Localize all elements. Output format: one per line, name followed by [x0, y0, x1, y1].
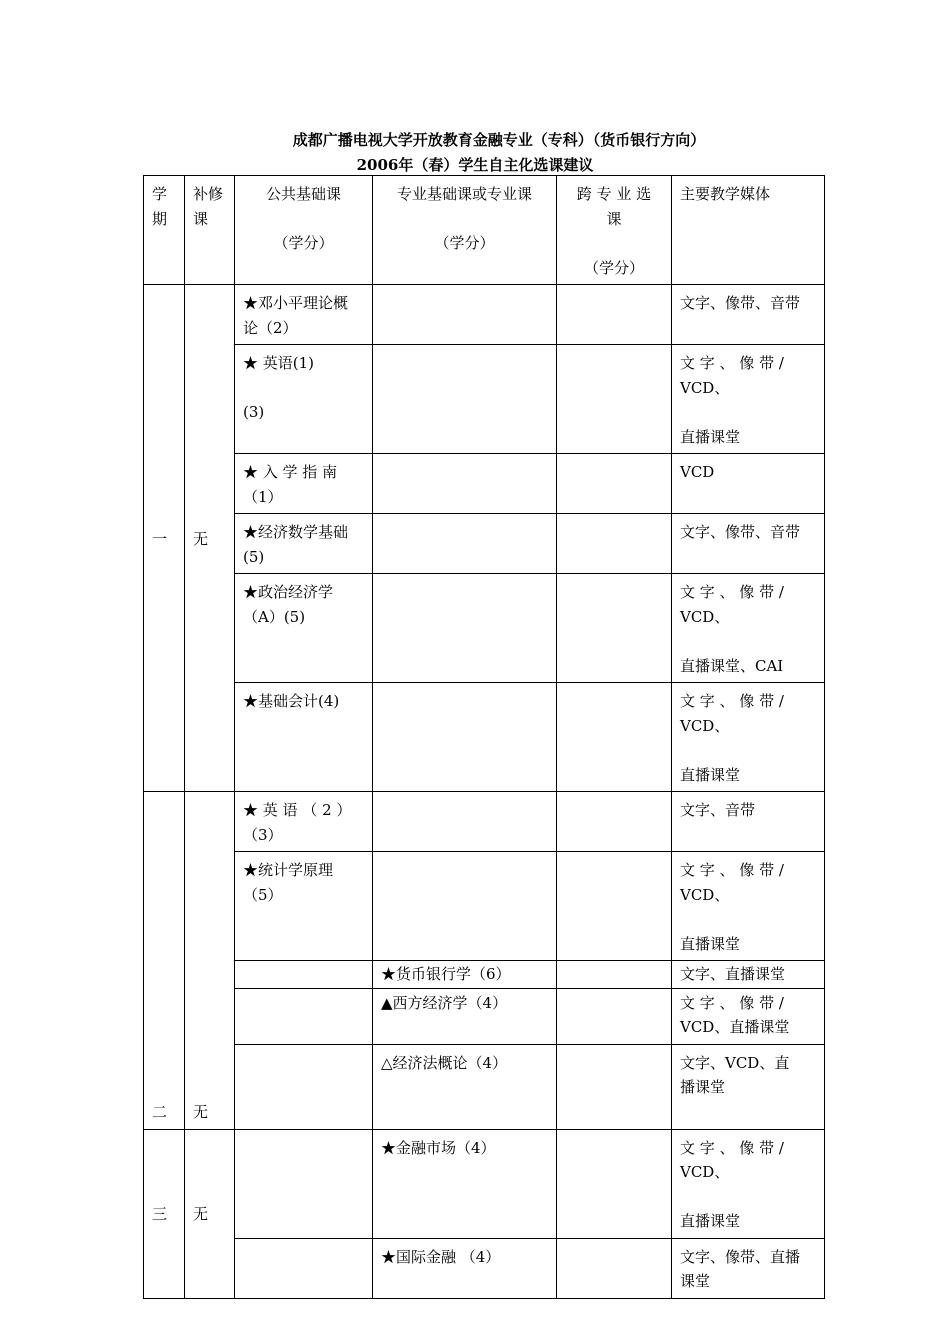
- table-row: [144, 988, 825, 1044]
- table-row: [144, 574, 825, 683]
- cross-course-cell: [557, 852, 672, 961]
- public-course-cell: ★政治经济学 （A）(5): [235, 574, 373, 683]
- table-row: [144, 683, 825, 792]
- major-course-cell: △经济法概论（4）: [373, 1044, 557, 1129]
- cross-course-cell: [557, 683, 672, 792]
- cross-course-cell: [557, 792, 672, 852]
- table-row: [144, 1129, 825, 1238]
- media-cell: 文 字 、 像 带 / VCD、 直播课堂: [672, 345, 825, 454]
- major-course-cell: [373, 574, 557, 683]
- media-cell: 文 字 、 像 带 / VCD、直播课堂: [672, 988, 825, 1044]
- public-course-cell: ★ 英语(1) (3): [235, 345, 373, 454]
- cross-course-cell: [557, 454, 672, 514]
- cross-course-cell: [557, 514, 672, 574]
- course-table: [143, 175, 825, 1299]
- public-course-cell: ★邓小平理论概 论（2）: [235, 285, 373, 345]
- major-course-cell: ★金融市场（4）: [373, 1129, 557, 1238]
- table-row: [144, 792, 825, 852]
- major-course-cell: [373, 683, 557, 792]
- media-cell: 文字、像带、音带: [672, 514, 825, 574]
- header-cross: 跨 专 业 选 课 （学分）: [557, 176, 672, 285]
- public-course-cell: ★经济数学基础 (5): [235, 514, 373, 574]
- term-cell: 二: [144, 792, 185, 1130]
- header-remedial: 补修 课: [185, 176, 235, 285]
- header-major: 专业基础课或专业课 （学分）: [373, 176, 557, 285]
- media-cell: 文字、像带、音带: [672, 285, 825, 345]
- document-title: 成都广播电视大学开放教育金融专业（专科）（货币银行方向）: [292, 131, 706, 149]
- table-row: [144, 285, 825, 345]
- public-course-cell: ★ 英 语 （ 2 ） （3）: [235, 792, 373, 852]
- cross-course-cell: [557, 1238, 672, 1298]
- major-course-cell: ★国际金融 （4）: [373, 1238, 557, 1298]
- public-course-cell: ★基础会计(4): [235, 683, 373, 792]
- remedial-cell: 无: [185, 792, 235, 1130]
- cross-course-cell: [557, 285, 672, 345]
- header-term: 学 期: [144, 176, 185, 285]
- media-cell: 文 字 、 像 带 / VCD、 直播课堂: [672, 683, 825, 792]
- major-course-cell: ★货币银行学（6）: [373, 961, 557, 989]
- remedial-cell: 无: [185, 1129, 235, 1298]
- major-course-cell: [373, 514, 557, 574]
- cross-course-cell: [557, 961, 672, 989]
- public-course-cell: ★统计学原理 （5）: [235, 852, 373, 961]
- media-cell: 文 字 、 像 带 / VCD、 直播课堂: [672, 852, 825, 961]
- header-row: [144, 176, 825, 285]
- cross-course-cell: [557, 1044, 672, 1129]
- term-cell: 一: [144, 285, 185, 792]
- major-course-cell: [373, 792, 557, 852]
- table-row: [144, 454, 825, 514]
- media-cell: VCD: [672, 454, 825, 514]
- table-row: [144, 514, 825, 574]
- media-cell: 文 字 、 像 带 / VCD、 直播课堂、CAI: [672, 574, 825, 683]
- major-course-cell: [373, 852, 557, 961]
- cross-course-cell: [557, 574, 672, 683]
- media-cell: 文字、像带、直播 课堂: [672, 1238, 825, 1298]
- media-cell: 文字、音带: [672, 792, 825, 852]
- table-row: [144, 961, 825, 989]
- remedial-cell: 无: [185, 285, 235, 792]
- media-cell: 文字、VCD、直 播课堂: [672, 1044, 825, 1129]
- term-cell: 三: [144, 1129, 185, 1298]
- major-course-cell: [373, 345, 557, 454]
- public-course-cell: [235, 961, 373, 989]
- major-course-cell: [373, 285, 557, 345]
- public-course-cell: ★ 入 学 指 南 （1）: [235, 454, 373, 514]
- table-row: [144, 1044, 825, 1129]
- public-course-cell: [235, 1044, 373, 1129]
- cross-course-cell: [557, 345, 672, 454]
- table-row: [144, 345, 825, 454]
- header-media: 主要教学媒体: [672, 176, 825, 285]
- header-public: 公共基础课 （学分）: [235, 176, 373, 285]
- table-row: [144, 852, 825, 961]
- major-course-cell: [373, 454, 557, 514]
- cross-course-cell: [557, 988, 672, 1044]
- cross-course-cell: [557, 1129, 672, 1238]
- media-cell: 文字、直播课堂: [672, 961, 825, 989]
- public-course-cell: [235, 988, 373, 1044]
- public-course-cell: [235, 1129, 373, 1238]
- table-row: [144, 1238, 825, 1298]
- media-cell: 文 字 、 像 带 / VCD、 直播课堂: [672, 1129, 825, 1238]
- public-course-cell: [235, 1238, 373, 1298]
- major-course-cell: ▲西方经济学（4）: [373, 988, 557, 1044]
- document-subtitle: 2006年（春）学生自主化选课建议: [356, 156, 594, 174]
